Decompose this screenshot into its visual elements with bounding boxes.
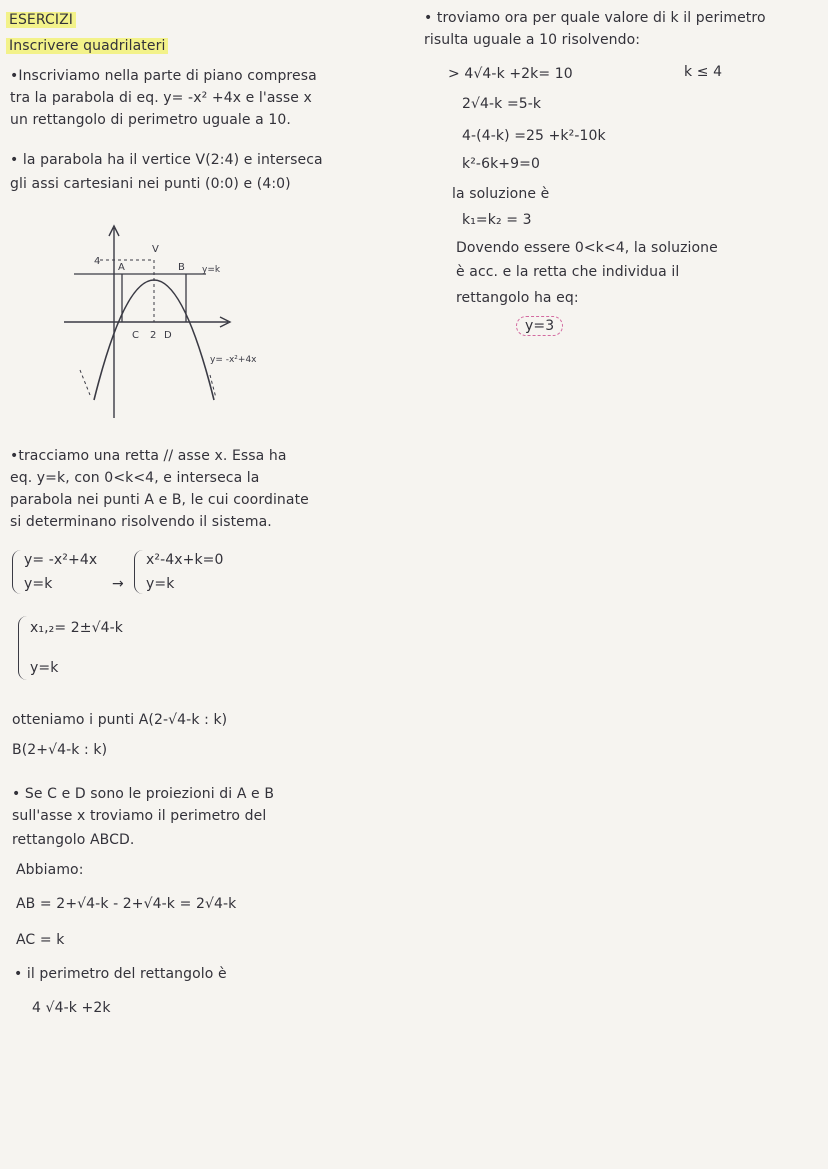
conclusion-2: è acc. e la retta che individua il xyxy=(456,264,680,280)
page-subtitle: Inscrivere quadrilateri xyxy=(6,38,168,54)
condition-k: k ≤ 4 xyxy=(684,64,723,80)
vertex-line-2: gli assi cartesiani nei punti (0:0) e (4:0) xyxy=(10,176,291,192)
guide-left-ext xyxy=(80,370,90,395)
equation-4: k²-6k+9=0 xyxy=(462,156,540,172)
equation-1: > 4√4-k +2k= 10 xyxy=(448,66,573,82)
label-parabola: y= -x²+4x xyxy=(210,355,257,365)
system-3-eq2: y=k xyxy=(30,660,59,676)
equation-2: 2√4-k =5-k xyxy=(462,96,542,112)
system-2-eq1: x²-4x+k=0 xyxy=(146,552,224,568)
label-y4: 4 xyxy=(94,256,101,267)
final-answer: y=3 xyxy=(516,318,563,334)
system-3-brace xyxy=(18,616,27,680)
solution-label: la soluzione è xyxy=(452,186,550,202)
conclusion-3: rettangolo ha eq: xyxy=(456,290,579,306)
line-par-3: parabola nei punti A e B, le cui coordinate xyxy=(10,492,309,508)
label-yk: y=k xyxy=(202,265,221,275)
intro-line-3: un rettangolo di perimetro uguale a 10. xyxy=(10,112,291,128)
points-line-2: B(2+√4-k : k) xyxy=(12,742,108,758)
right-intro-2: risulta uguale a 10 risolvendo: xyxy=(424,32,641,48)
intro-line-2: tra la parabola di eq. y= -x² +4x e l'asse x xyxy=(10,90,312,106)
right-intro-1: • troviamo ora per quale valore di k il perimetro xyxy=(424,10,766,26)
system-1-eq2: y=k xyxy=(24,576,53,592)
label-v: V xyxy=(152,244,159,255)
system-1-eq1: y= -x²+4x xyxy=(24,552,98,568)
line-par-1: •tracciamo una retta // asse x. Essa ha xyxy=(10,448,287,464)
system-1-brace xyxy=(12,550,21,594)
solution-value: k₁=k₂ = 3 xyxy=(462,212,532,228)
vertex-line-1: • la parabola ha il vertice V(2:4) e interseca xyxy=(10,152,323,168)
points-line-1: otteniamo i punti A(2-√4-k : k) xyxy=(12,712,228,728)
system-3-eq1: x₁,₂= 2±√4-k xyxy=(30,620,123,636)
label-a: A xyxy=(118,262,125,273)
perimeter-expression: 4 √4-k +2k xyxy=(32,1000,111,1016)
line-par-2: eq. y=k, con 0<k<4, e interseca la xyxy=(10,470,260,486)
equation-3: 4-(4-k) =25 +k²-10k xyxy=(462,128,606,144)
line-par-4: si determinano risolvendo il sistema. xyxy=(10,514,272,530)
parabola-graph xyxy=(60,220,320,430)
label-c: C xyxy=(132,330,139,341)
abbiamo-label: Abbiamo: xyxy=(16,862,84,878)
page-title: ESERCIZI xyxy=(6,12,76,28)
proj-line-2: sull'asse x troviamo il perimetro del xyxy=(12,808,267,824)
segment-ab: AB = 2+√4-k - 2+√4-k = 2√4-k xyxy=(16,896,237,912)
system-2-eq2: y=k xyxy=(146,576,175,592)
segment-ac: AC = k xyxy=(16,932,65,948)
system-2-brace xyxy=(134,550,143,594)
label-b: B xyxy=(178,262,185,273)
label-2: 2 xyxy=(150,330,157,341)
conclusion-1: Dovendo essere 0<k<4, la soluzione xyxy=(456,240,718,256)
implication-arrow: → xyxy=(112,576,124,592)
proj-line-3: rettangolo ABCD. xyxy=(12,832,135,848)
perimeter-label: • il perimetro del rettangolo è xyxy=(14,966,227,982)
proj-line-1: • Se C e D sono le proiezioni di A e B xyxy=(12,786,275,802)
label-d: D xyxy=(164,330,172,341)
intro-line-1: •Inscriviamo nella parte di piano compresa xyxy=(10,68,317,84)
